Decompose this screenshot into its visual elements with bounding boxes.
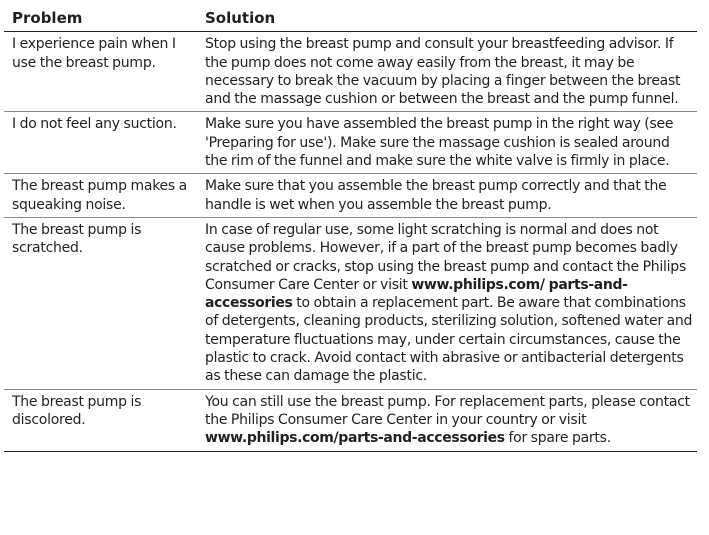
table-header: [4, 6, 697, 32]
solution-cell: [197, 217, 697, 389]
solution-cell: Make sure you have assembled the breast pump in the right way (see 'Preparing for use'). Make sure the massage cushion is sealed around the rim of the funnel and make sure the white valve is firmly in place.: [197, 112, 697, 174]
table-row: [4, 174, 697, 218]
parts-and-accessories-link[interactable]: www.philips.com/ parts-and-accessories: [205, 276, 628, 312]
troubleshooting-table: [4, 6, 697, 452]
solution-text: In case of regular use, some light scratching is normal and does not cause problems. However, if a part of the breast pump becomes badly scratched or cracks, stop using the breast pump and contact the Philips Consumer Care Center or visit: [205, 221, 686, 293]
solution-text: You can still use the breast pump. For replacement parts, please contact the Philips Consumer Care Center in your country or visit: [205, 393, 690, 428]
solution-text: for spare parts.: [504, 430, 611, 447]
solution-cell: Stop using the breast pump and consult your breastfeeding advisor. If the pump does not come away easily from the breast, it may be necessary to break the vacuum by placing a finger between the breast and the massage cushion or between the breast and the pump funnel.: [197, 32, 697, 112]
problem-cell: The breast pump makes a squeaking noise.: [4, 174, 197, 218]
table-row: [4, 217, 697, 389]
header-row: [4, 6, 697, 32]
parts-and-accessories-link[interactable]: www.philips.com/parts-and-accessories: [205, 430, 505, 447]
table-row: [4, 389, 697, 451]
solution-column-header: Solution: [197, 6, 697, 32]
problem-cell: The breast pump is discolored.: [4, 389, 197, 451]
problem-cell: I do not feel any suction.: [4, 112, 197, 174]
table-row: [4, 112, 697, 174]
table-row: [4, 32, 697, 112]
solution-cell: [197, 389, 697, 451]
problem-cell: I experience pain when I use the breast pump.: [4, 32, 197, 112]
problem-column-header: Problem: [4, 6, 197, 32]
solution-cell: Make sure that you assemble the breast pump correctly and that the handle is wet when you assemble the breast pump.: [197, 174, 697, 218]
table-body: [4, 32, 697, 451]
problem-cell: The breast pump is scratched.: [4, 217, 197, 389]
solution-text: to obtain a replacement part. Be aware that combinations of detergents, cleaning products, sterilizing solution, softened water and temperature fluctuations may, under certain circumstances, cause the plastic to crack. Avoid contact with abrasive or antibacterial detergents as these can damage the plastic.: [205, 295, 693, 385]
